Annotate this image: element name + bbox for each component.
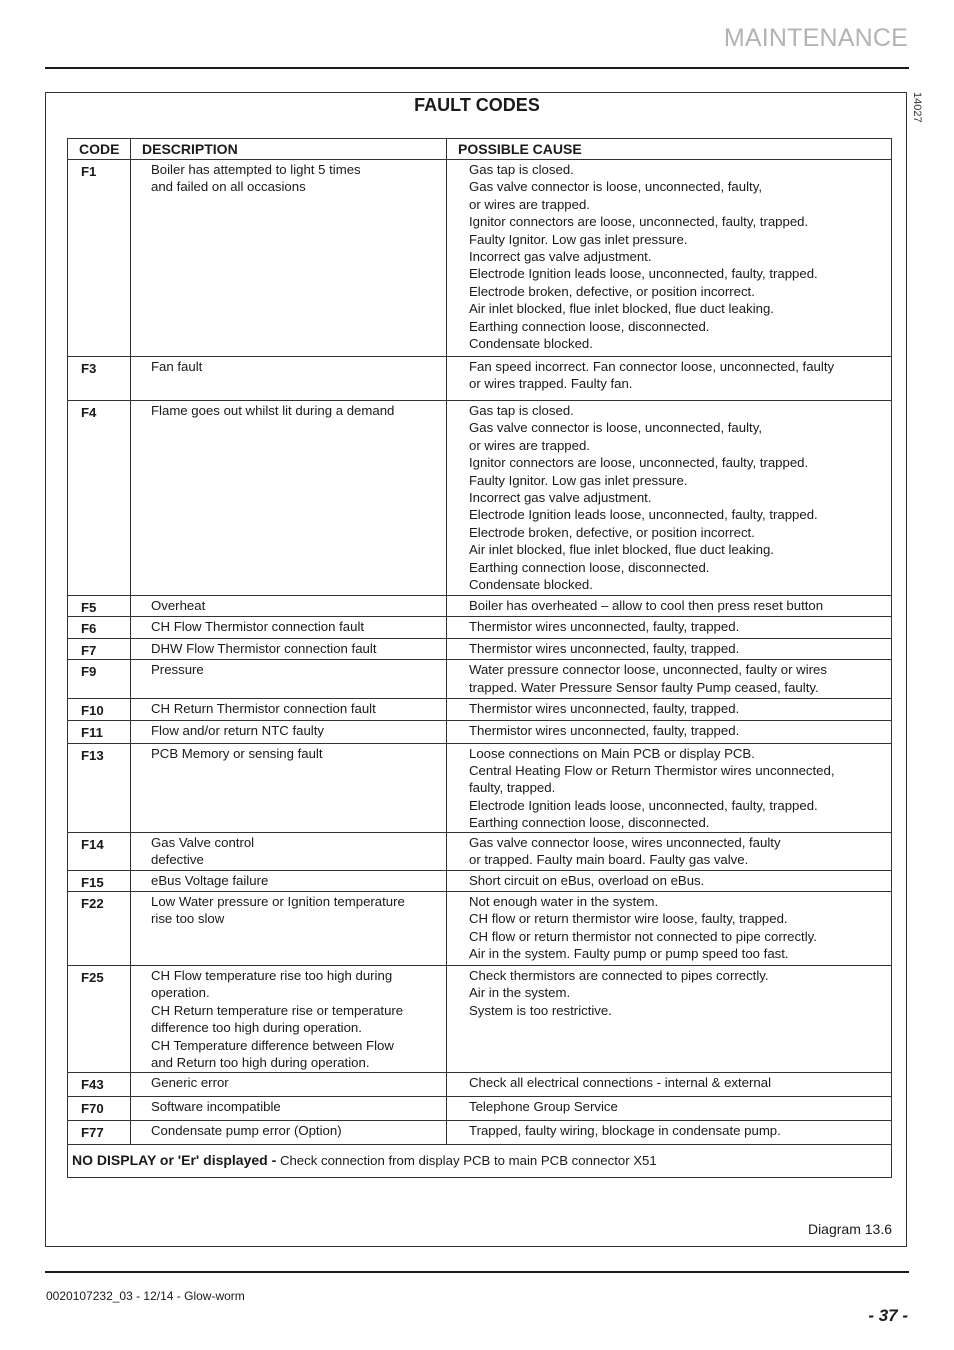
cause-line: or wires are trapped. xyxy=(469,437,590,453)
table-row xyxy=(68,832,892,870)
cause-line: Incorrect gas valve adjustment. xyxy=(469,490,652,506)
cause-line: faulty, trapped. xyxy=(469,780,556,796)
cause-line: Faulty Ignitor. Low gas inlet pressure. xyxy=(469,231,688,247)
description-line: CH Return Thermistor connection fault xyxy=(151,701,376,717)
description-line: Flow and/or return NTC faulty xyxy=(151,722,324,738)
fault-code: F6 xyxy=(68,617,131,638)
fault-possible-cause xyxy=(447,1097,892,1121)
fault-possible-cause xyxy=(447,160,892,357)
fault-possible-cause xyxy=(447,870,892,891)
cause-line: Electrode Ignition leads loose, unconnected, faulty, trapped. xyxy=(469,266,818,282)
fault-description xyxy=(131,699,447,720)
cause-line: Telephone Group Service xyxy=(469,1099,618,1115)
fault-code: F10 xyxy=(68,699,131,720)
footer-rule xyxy=(45,1271,909,1273)
cause-line: Thermistor wires unconnected, faulty, trapped. xyxy=(469,619,740,635)
cause-line: Electrode Ignition leads loose, unconnected, faulty, trapped. xyxy=(469,797,818,813)
column-header-description: DESCRIPTION xyxy=(131,139,447,160)
cause-line: Boiler has overheated – allow to cool then press reset button xyxy=(469,598,824,613)
cause-line: Earthing connection loose, disconnected. xyxy=(469,815,710,831)
fault-code: F15 xyxy=(68,870,131,891)
table-row xyxy=(68,617,892,638)
cause-line: Central Heating Flow or Return Thermistor wires unconnected, xyxy=(469,763,835,779)
cause-line: Gas tap is closed. xyxy=(469,403,574,418)
side-reference-code: 14027 xyxy=(911,92,923,123)
fault-possible-cause xyxy=(447,660,892,699)
table-row xyxy=(68,743,892,832)
fault-code: F5 xyxy=(68,596,131,617)
fault-possible-cause xyxy=(447,1073,892,1097)
cause-line: Faulty Ignitor. Low gas inlet pressure. xyxy=(469,472,688,488)
fault-description xyxy=(131,660,447,699)
cause-line: Thermistor wires unconnected, faulty, trapped. xyxy=(469,701,740,717)
cause-line: Condensate blocked. xyxy=(469,577,593,593)
no-display-text: Check connection from display PCB to main PCB connector X51 xyxy=(279,1153,657,1169)
page-title: FAULT CODES xyxy=(414,95,540,115)
description-line: Overheat xyxy=(151,598,206,613)
cause-line: Gas valve connector is loose, unconnected, faulty, xyxy=(469,420,762,436)
cause-line: Ignitor connectors are loose, unconnected, faulty, trapped. xyxy=(469,455,809,471)
cause-line: or wires trapped. Faulty fan. xyxy=(469,376,633,392)
table-row xyxy=(68,1097,892,1121)
fault-description xyxy=(131,743,447,832)
description-line: CH Temperature difference between Flow xyxy=(151,1037,394,1053)
description-line: Fan fault xyxy=(151,359,203,374)
fault-possible-cause xyxy=(447,743,892,832)
table-row xyxy=(68,720,892,743)
cause-line: Air in the system. Faulty pump or pump speed too fast. xyxy=(469,946,789,962)
table-row xyxy=(68,357,892,401)
fault-code: F77 xyxy=(68,1121,131,1145)
cause-line: Loose connections on Main PCB or display PCB. xyxy=(469,745,755,761)
description-line: Generic error xyxy=(151,1075,229,1091)
description-line: Condensate pump error (Option) xyxy=(151,1123,342,1139)
description-line: and failed on all occasions xyxy=(151,179,306,195)
fault-description xyxy=(131,1121,447,1145)
cause-line: System is too restrictive. xyxy=(469,1002,612,1018)
fault-description xyxy=(131,1097,447,1121)
fault-possible-cause xyxy=(447,892,892,966)
fault-possible-cause xyxy=(447,617,892,638)
table-row xyxy=(68,660,892,699)
fault-code: F13 xyxy=(68,743,131,832)
cause-line: Thermistor wires unconnected, faulty, trapped. xyxy=(469,640,740,656)
document-reference: 0020107232_03 - 12/14 - Glow-worm xyxy=(46,1289,245,1303)
cause-line: Air in the system. xyxy=(469,985,571,1001)
cause-line: Air inlet blocked, flue inlet blocked, flue duct leaking. xyxy=(469,542,774,558)
cause-line: trapped. Water Pressure Sensor faulty Pump ceased, faulty. xyxy=(469,679,819,695)
no-display-label: NO DISPLAY or 'Er' displayed - xyxy=(72,1152,277,1169)
section-title: MAINTENANCE xyxy=(723,24,908,52)
fault-possible-cause xyxy=(447,699,892,720)
cause-line: Short circuit on eBus, overload on eBus. xyxy=(469,872,705,888)
description-line: Boiler has attempted to light 5 times xyxy=(151,162,361,177)
cause-line: CH flow or return thermistor wire loose, faulty, trapped. xyxy=(469,911,788,927)
no-display-cell xyxy=(68,1145,892,1178)
description-line: rise too slow xyxy=(151,911,225,927)
fault-description xyxy=(131,892,447,966)
table-row xyxy=(68,966,892,1073)
cause-line: Thermistor wires unconnected, faulty, trapped. xyxy=(469,722,740,738)
column-header-code: CODE xyxy=(68,139,131,160)
cause-line: Check all electrical connections - internal & external xyxy=(469,1075,771,1091)
fault-description xyxy=(131,617,447,638)
description-line: CH Flow temperature rise too high during xyxy=(151,968,393,984)
fault-code: F22 xyxy=(68,892,131,966)
description-line: operation. xyxy=(151,985,210,1001)
cause-line: Not enough water in the system. xyxy=(469,894,659,910)
fault-description xyxy=(131,720,447,743)
fault-possible-cause xyxy=(447,596,892,617)
fault-possible-cause xyxy=(447,1121,892,1145)
cause-line: Electrode Ignition leads loose, unconnected, faulty, trapped. xyxy=(469,507,818,523)
description-line: Software incompatible xyxy=(151,1099,281,1115)
fault-possible-cause xyxy=(447,401,892,596)
cause-line: Electrode broken, defective, or position incorrect. xyxy=(469,524,755,540)
fault-description xyxy=(131,966,447,1073)
cause-line: Water pressure connector loose, unconnected, faulty or wires xyxy=(469,662,827,678)
fault-description xyxy=(131,160,447,357)
table-row xyxy=(68,1073,892,1097)
fault-possible-cause xyxy=(447,966,892,1073)
table-row xyxy=(68,699,892,720)
description-line: Gas Valve control xyxy=(151,834,255,850)
fault-code: F43 xyxy=(68,1073,131,1097)
table-row xyxy=(68,401,892,596)
cause-line: Ignitor connectors are loose, unconnected, faulty, trapped. xyxy=(469,214,809,230)
description-line: eBus Voltage failure xyxy=(151,872,269,888)
cause-line: Gas valve connector loose, wires unconnected, faulty xyxy=(469,834,781,850)
description-line: defective xyxy=(151,852,204,868)
fault-code: F1 xyxy=(68,160,131,357)
table-row xyxy=(68,160,892,357)
table-row xyxy=(68,870,892,891)
description-line: CH Return temperature rise or temperature xyxy=(151,1002,404,1018)
page-number: - 37 - xyxy=(868,1306,908,1325)
cause-line: Electrode broken, defective, or position incorrect. xyxy=(469,283,755,299)
fault-code: F25 xyxy=(68,966,131,1073)
fault-possible-cause xyxy=(447,357,892,401)
fault-code: F3 xyxy=(68,357,131,401)
fault-description xyxy=(131,357,447,401)
cause-line: CH flow or return thermistor not connected to pipe correctly. xyxy=(469,928,817,944)
description-line: CH Flow Thermistor connection fault xyxy=(151,619,365,635)
fault-codes-table xyxy=(67,138,892,1178)
no-display-row xyxy=(68,1145,892,1178)
fault-code: F4 xyxy=(68,401,131,596)
column-header-cause: POSSIBLE CAUSE xyxy=(447,139,892,160)
cause-line: Condensate blocked. xyxy=(469,336,593,352)
description-line: difference too high during operation. xyxy=(151,1020,362,1036)
fault-description xyxy=(131,1073,447,1097)
table-row xyxy=(68,638,892,659)
cause-line: Incorrect gas valve adjustment. xyxy=(469,249,652,265)
description-line: and Return too high during operation. xyxy=(151,1055,370,1071)
description-line: DHW Flow Thermistor connection fault xyxy=(151,640,377,656)
cause-line: Fan speed incorrect. Fan connector loose, unconnected, faulty xyxy=(469,359,835,374)
cause-line: Earthing connection loose, disconnected. xyxy=(469,318,710,334)
fault-possible-cause xyxy=(447,638,892,659)
cause-line: Gas tap is closed. xyxy=(469,162,574,177)
fault-description xyxy=(131,832,447,870)
fault-description xyxy=(131,596,447,617)
cause-line: Trapped, faulty wiring, blockage in condensate pump. xyxy=(469,1123,781,1139)
cause-line: or trapped. Faulty main board. Faulty gas valve. xyxy=(469,852,749,868)
fault-code: F14 xyxy=(68,832,131,870)
cause-line: or wires are trapped. xyxy=(469,196,590,212)
cause-line: Earthing connection loose, disconnected. xyxy=(469,559,710,575)
header-rule xyxy=(45,67,909,69)
cause-line: Air inlet blocked, flue inlet blocked, flue duct leaking. xyxy=(469,301,774,317)
diagram-label: Diagram 13.6 xyxy=(807,1221,892,1237)
fault-possible-cause xyxy=(447,720,892,743)
fault-possible-cause xyxy=(447,832,892,870)
cause-line: Gas valve connector is loose, unconnected, faulty, xyxy=(469,179,762,195)
description-line: Flame goes out whilst lit during a demand xyxy=(151,403,395,418)
description-line: Low Water pressure or Ignition temperature xyxy=(151,894,405,910)
table-header-row xyxy=(68,139,892,160)
cause-line: Check thermistors are connected to pipes correctly. xyxy=(469,968,769,984)
fault-code: F11 xyxy=(68,720,131,743)
description-line: Pressure xyxy=(151,662,204,678)
fault-code: F70 xyxy=(68,1097,131,1121)
fault-code: F7 xyxy=(68,638,131,659)
fault-description xyxy=(131,638,447,659)
table-row xyxy=(68,1121,892,1145)
fault-description xyxy=(131,401,447,596)
table-row xyxy=(68,892,892,966)
table-row xyxy=(68,596,892,617)
description-line: PCB Memory or sensing fault xyxy=(151,745,323,761)
fault-description xyxy=(131,870,447,891)
fault-code: F9 xyxy=(68,660,131,699)
